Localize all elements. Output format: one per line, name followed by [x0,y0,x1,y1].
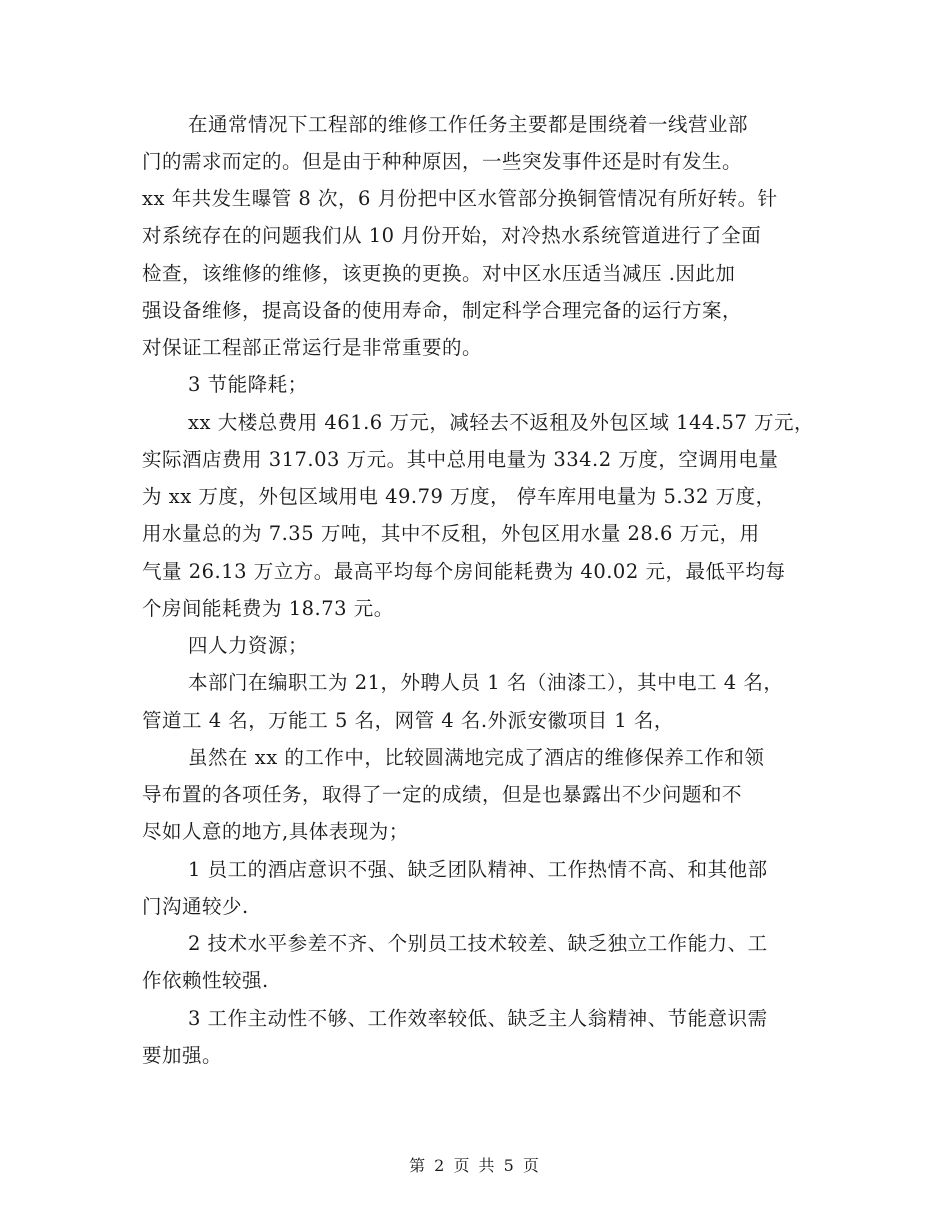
text-line: 检查，该维修的维修，该更换的更换。对中区水压适当减压 .因此加 [142,262,736,285]
text-line: 作依赖性较强. [142,969,269,992]
list-item: 3 工作主动性不够、工作效率较低、缺乏主人翁精神、节能意识需 [188,1007,768,1030]
text-line: 尽如人意的地方,具体表现为； [142,820,409,843]
text-line: 对保证工程部正常运行是非常重要的。 [142,336,483,359]
text-line: 实际酒店费用 317.03 万元。其中总用电量为 334.2 万度，空调用电量 [142,448,779,471]
text-line: 气量 26.13 万立方。最高平均每个房间能耗费为 40.02 元，最低平均每 [142,560,786,583]
text-line: 对系统存在的问题我们从 10 月份开始，对冷热水系统管道进行了全面 [142,224,762,247]
text-line: 门的需求而定的。但是由于种种原因，一些突发事件还是时有发生。 [142,150,743,173]
text-line: 强设备维修，提高设备的使用寿命，制定科学合理完备的运行方案， [142,299,743,322]
text-line: 门沟通较少. [142,895,249,918]
page-footer: 第 2 页 共 5 页 [409,1156,541,1175]
section-heading: 3 节能降耗； [188,373,308,396]
text-line: 为 xx 万度，外包区域用电 49.79 万度， 停车库用电量为 5.32 万度， [142,485,776,508]
text-line: 管道工 4 名，万能工 5 名，网管 4 名.外派安徽项目 1 名， [142,709,674,732]
text-line: 导布置的各项任务，取得了一定的成绩，但是也暴露出不少问题和不 [142,783,743,806]
text-line: 本部门在编职工为 21，外聘人员 1 名（油漆工），其中电工 4 名， [188,671,784,694]
list-item: 2 技术水平参差不齐、个别员工技术较差、缺乏独立工作能力、工 [188,932,768,955]
text-line: xx 年共发生曝管 8 次，6 月份把中区水管部分换铜管情况有所好转。针 [142,187,778,210]
text-line: 在通常情况下工程部的维修工作任务主要都是围绕着一线营业部 [188,113,749,136]
list-item: 1 员工的酒店意识不强、缺乏团队精神、工作热情不高、和其他部 [188,858,768,881]
text-line: 用水量总的为 7.35 万吨，其中不反租，外包区用水量 28.6 万元，用 [142,522,760,545]
text-line: 虽然在 xx 的工作中，比较圆满地完成了酒店的维修保养工作和领 [188,746,765,769]
text-line: xx 大楼总费用 461.6 万元，减轻去不返租及外包区域 144.57 万元， [188,411,815,434]
text-line: 要加强。 [142,1044,223,1067]
section-heading: 四人力资源； [188,634,309,657]
text-line: 个房间能耗费为 18.73 元。 [142,597,394,620]
